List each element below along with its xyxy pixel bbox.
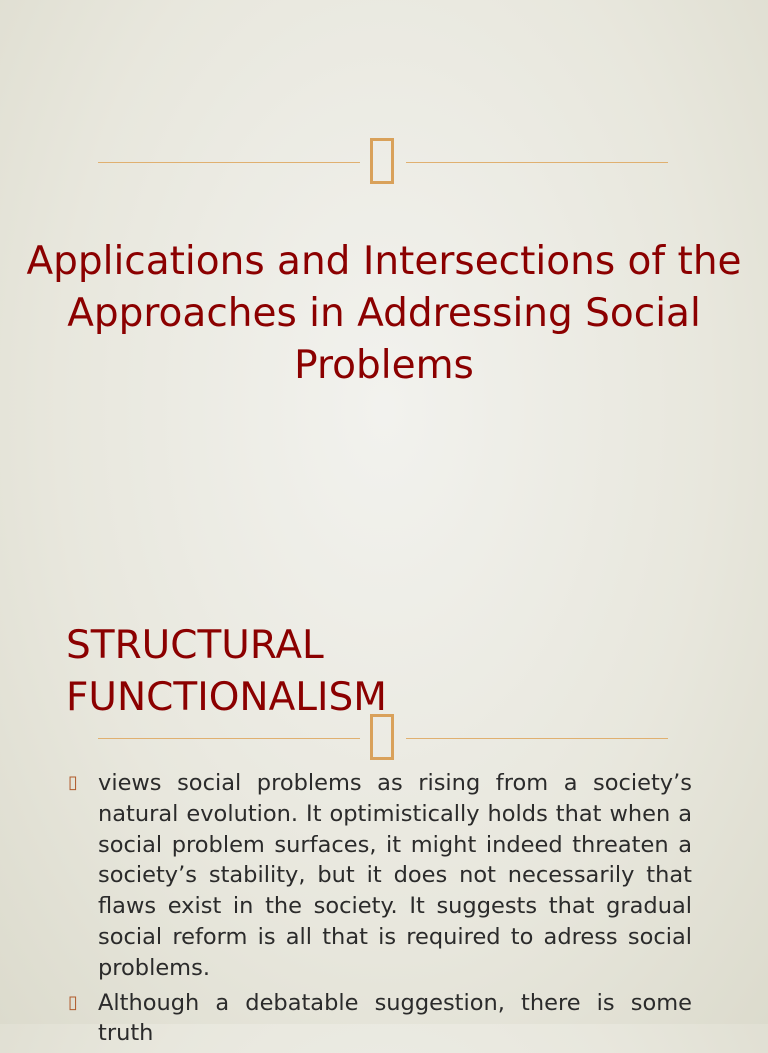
list-item: [66, 988, 692, 1050]
list-item: [66, 768, 692, 984]
bullet-text: views social problems as rising from a society’s natural evolution. It optimistically holds that when a social problem surfaces, it might indeed threaten a society’s stability, but it does not necessarily that flaws exist in the society. It suggests that gradual social reform is all that is required to adress social problems.: [98, 770, 692, 981]
divider-line-right: [406, 738, 668, 739]
top-divider: [98, 162, 668, 164]
section-divider: [98, 738, 668, 740]
divider-line-left: [98, 162, 360, 163]
section-heading-line2: FUNCTIONALISM: [66, 675, 387, 720]
hollow-square-bullet-icon: ▯: [68, 991, 78, 1013]
slide-title: Applications and Intersections of the Approaches in Addressing Social Problems: [26, 239, 742, 388]
bullet-text: Although a debatable suggestion, there is some truth: [98, 989, 692, 1047]
rectangle-outline-icon: [370, 714, 394, 760]
divider-line-left: [98, 738, 360, 739]
rectangle-outline-icon: [370, 138, 394, 184]
divider-line-right: [406, 162, 668, 163]
section-heading-line1: STRUCTURAL: [66, 623, 324, 668]
section-heading: [66, 620, 387, 724]
hollow-square-bullet-icon: ▯: [68, 772, 78, 793]
bullet-list: [66, 768, 692, 1053]
